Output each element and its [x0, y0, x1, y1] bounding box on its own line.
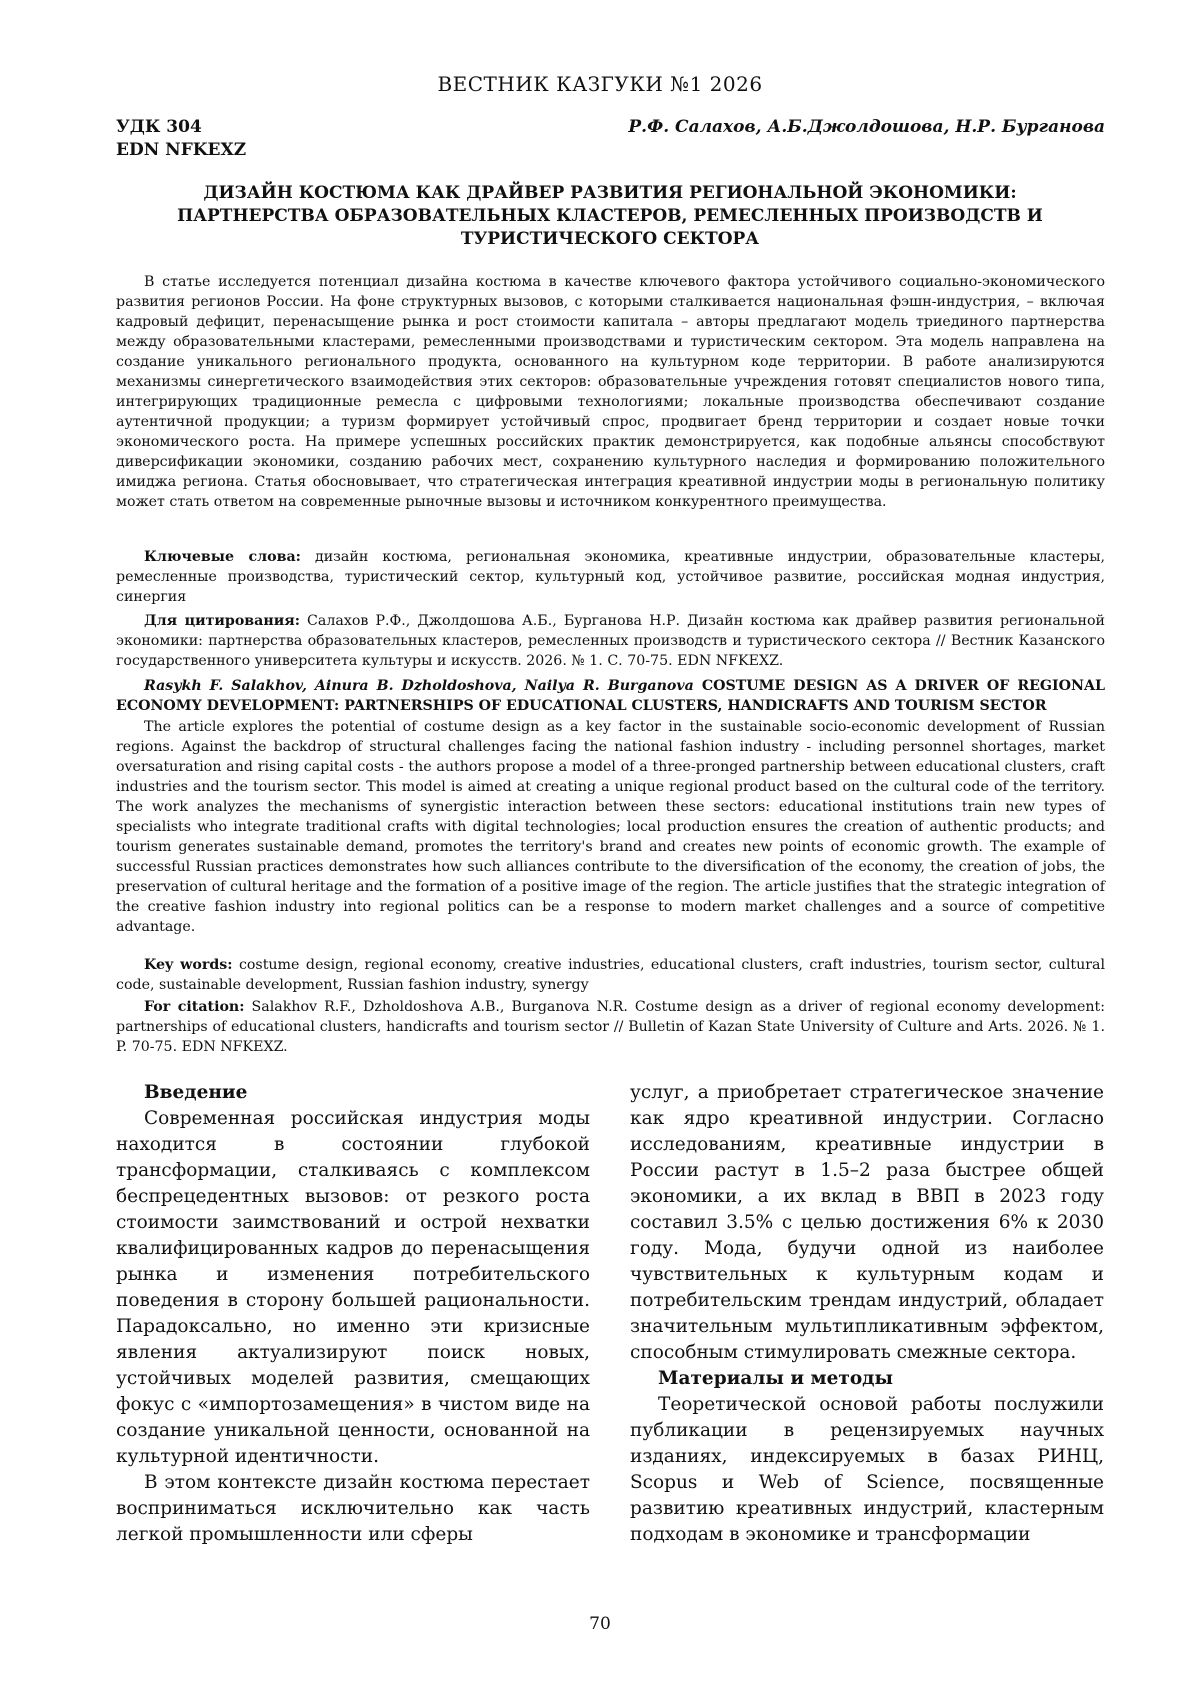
keywords-ru-text: дизайн костюма, региональная экономика, креативные индустрии, образовательные кластеры, ремесленные производства, туристический сектор, культурный код, устойчивое развитие, российская модная индустрия, синергия — [116, 549, 1105, 605]
body-column-right — [630, 1080, 1104, 1548]
section-heading-methods: Материалы и методы — [658, 1368, 894, 1389]
body-paragraph: Современная российская индустрия моды находится в состоянии глубокой трансформации, сталкиваясь с комплексом беспрецедентных вызовов: от резкого роста стоимости заимствований и острой нехватки квалифицированных кадров до перенасыщения рынка и изменения потребительского поведения в сторону большей рациональности. Парадоксально, но именно эти кризисные явления актуализируют поиск новых, устойчивых моделей развития, смещающих фокус с «импортозамещения» в чистом виде на создание уникальной ценности, основанной на культурной идентичности. — [116, 1108, 590, 1467]
keywords-en-text: costume design, regional economy, creative industries, educational clusters, craft industries, tourism sector, cultural code, sustainable development, Russian fashion industry, synergy — [116, 957, 1105, 993]
abstract-ru-text: В статье исследуется потенциал дизайна костюма в качестве ключевого фактора устойчивого социально-экономического развития регионов России. На фоне структурных вызовов, с которыми сталкивается национальная фэшн-индустрия, – включая кадровый дефицит, перенасыщение рынка и рост стоимости капитала – авторы предлагают модель триединого партнерства между образовательными кластерами, ремесленными производствами и туристическим сектором. Эта модель направлена на создание уникального регионального продукта, основанного на культурном коде территории. В работе анализируются механизмы синергетического взаимодействия этих секторов: образовательные учреждения готовят специалистов нового типа, интегрирующих традиционные ремесла с цифровыми технологиями; локальные производства обеспечивают создание аутентичной продукции; а туризм формирует устойчивый спрос, продвигает бренд территории и создает новые точки экономического роста. На примере успешных российских практик демонстрируется, как подобные альянсы способствуют диверсификации экономики, созданию рабочих мест, сохранению культурного наследия и формированию положительного имиджа региона. Статья обосновывает, что стратегическая интеграция креативной индустрии моды в региональную политику может стать ответом на современные рыночные вызовы и источником конкурентного преимущества. — [116, 274, 1105, 510]
citation-ru-label: Для цитирования: — [144, 613, 300, 629]
citation-ru-text: Салахов Р.Ф., Джолдошова А.Б., Бурганова Н.Р. Дизайн костюма как драйвер развития региональной экономики: партнерства образовательных кластеров, ремесленных производств и туристического сектора // Вестник Казанского государственного университета культуры и искусств. 2026. № 1. С. 70-75. EDN NFKEXZ. — [116, 613, 1105, 669]
keywords-en-label: Key words: — [144, 957, 233, 973]
title-en-block — [116, 676, 1105, 716]
udk-code: УДК 304 — [116, 117, 202, 137]
edn-code: EDN NFKEXZ — [116, 140, 247, 160]
keywords-en — [116, 955, 1105, 995]
article-title-ru: ДИЗАЙН КОСТЮМА КАК ДРАЙВЕР РАЗВИТИЯ РЕГИОНАЛЬНОЙ ЭКОНОМИКИ: ПАРТНЕРСТВА ОБРАЗОВАТЕЛЬНЫХ КЛАСТЕРОВ, РЕМЕСЛЕННЫХ ПРОИЗВОДСТВ И ТУРИСТИЧЕСКОГО СЕКТОРА — [177, 183, 1043, 249]
body-column-left — [116, 1080, 590, 1548]
article-identifiers — [116, 116, 246, 162]
article-title-en: COSTUME DESIGN AS A DRIVER OF REGIONAL ECONOMY DEVELOPMENT: PARTNERSHIPS OF EDUCATIONAL CLUSTERS, HANDICRAFTS AND TOURISM SECTOR — [116, 678, 1105, 714]
abstract-en — [116, 717, 1105, 937]
abstract-en-text: The article explores the potential of costume design as a key factor in the sustainable socio-economic development of Russian regions. Against the backdrop of structural challenges facing the national fashion industry - including personnel shortages, market oversaturation and rising capital costs - the authors propose a model of a three-pronged partnership between educational clusters, craft industries and the tourism sector. This model is aimed at creating a unique regional product based on the cultural code of the territory. The work analyzes the mechanisms of synergistic interaction between these sectors: educational institutions train new types of specialists who integrate traditional crafts with digital technologies; local production ensures the creation of authentic products; and tourism generates sustainable demand, promotes the territory's brand and creates new points of economic growth. The example of successful Russian practices demonstrates how such alliances contribute to the diversification of the economy, the creation of jobs, the preservation of cultural heritage and the formation of a positive image of the region. The article justifies that the strategic integration of the creative fashion industry into regional politics can be a response to modern market challenges and a source of competitive advantage. — [116, 719, 1105, 935]
section-heading-introduction: Введение — [144, 1082, 248, 1103]
keywords-ru — [116, 547, 1105, 607]
body-paragraph: В этом контексте дизайн костюма перестает восприниматься исключительно как часть легкой промышленности или сферы — [116, 1472, 590, 1545]
citation-en-label: For citation: — [144, 999, 245, 1015]
keywords-ru-label: Ключевые слова: — [144, 549, 301, 565]
citation-en-text: Salakhov R.F., Dzholdoshova A.B., Burganova N.R. Costume design as a driver of regional economy development: partnerships of educational clusters, handicrafts and tourism sector // Bulletin of Kazan State University of Culture and Arts. 2026. № 1. P. 70-75. EDN NFKEXZ. — [116, 999, 1106, 1055]
journal-header: ВЕСТНИК КАЗГУКИ №1 2026 — [437, 72, 763, 96]
abstract-ru — [116, 272, 1105, 512]
body-paragraph: Теоретической основой работы послужили публикации в рецензируемых научных изданиях, индексируемых в базах РИНЦ, Scopus и Web of Science, посвященные развитию креативных индустрий, кластерным подходам в экономике и трансформации — [630, 1394, 1104, 1545]
page-number: 70 — [589, 1614, 611, 1634]
citation-en — [116, 997, 1105, 1057]
citation-ru — [116, 611, 1105, 671]
body-paragraph: услуг, а приобретает стратегическое значение как ядро креативной индустрии. Согласно исследованиям, креативные индустрии в России растут в 1.5–2 раза быстрее общей экономики, а их вклад в ВВП в 2023 году составил 3.5% с целью достижения 6% к 2030 году. Мода, будучи одной из наиболее чувствительных к культурным кодам и потребительским трендам индустрий, обладает значительным мультипликативным эффектом, способным стимулировать смежные сектора. — [630, 1082, 1104, 1363]
authors-en: Rasykh F. Salakhov, Ainura B. Dzholdoshova, Nailya R. Burganova — [144, 678, 694, 694]
authors: Р.Ф. Салахов, А.Б.Джолдошова, Н.Р. Бурганова — [628, 117, 1105, 137]
